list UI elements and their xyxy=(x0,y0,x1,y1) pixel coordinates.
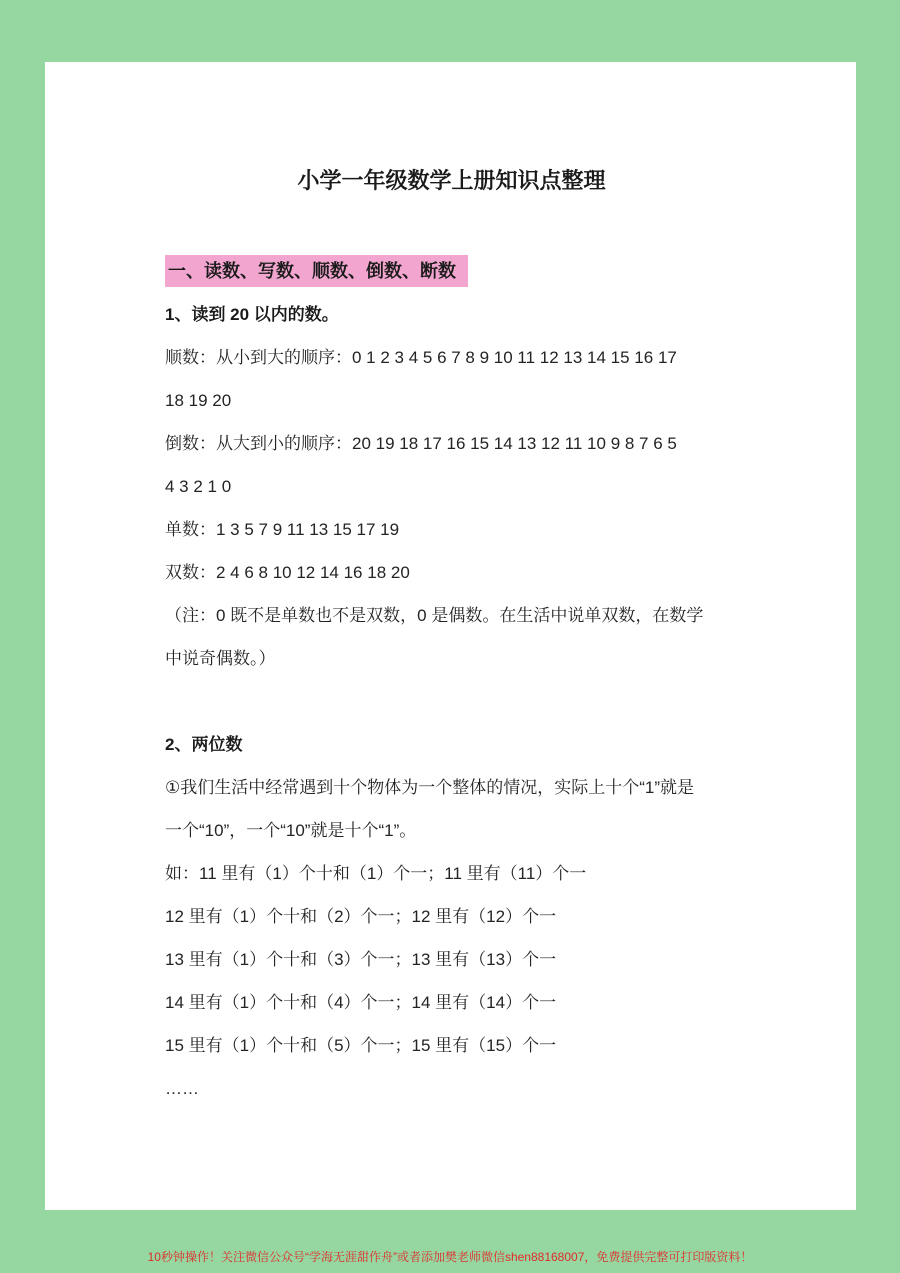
text-line-example-13: 13 里有（1）个十和（3）个一；13 里有（13）个一 xyxy=(165,950,557,969)
document-page xyxy=(45,62,856,1210)
text-line-daoshu: 倒数：从大到小的顺序：20 19 18 17 16 15 14 13 12 11 10 9 8 7 6 5 xyxy=(165,434,677,453)
text-line-shunshu: 顺数：从小到大的顺序：0 1 2 3 4 5 6 7 8 9 10 11 12 13 14 15 16 17 xyxy=(165,348,677,367)
text-line-shuangshu: 双数：2 4 6 8 10 12 14 16 18 20 xyxy=(165,563,410,582)
text-line-example-14: 14 里有（1）个十和（4）个一；14 里有（14）个一 xyxy=(165,993,557,1012)
text-line-ellipsis: …… xyxy=(165,1079,199,1098)
text-line-tens-intro-cont: 一个“10”，一个“10”就是十个“1”。 xyxy=(165,821,417,840)
text-line-example-11: 如：11 里有（1）个十和（1）个一；11 里有（11）个一 xyxy=(165,864,587,883)
section1-subtitle: 1、读到 20 以内的数。 xyxy=(165,305,339,324)
section1-header-row xyxy=(165,250,738,293)
text-line-danshu: 单数：1 3 5 7 9 11 13 15 17 19 xyxy=(165,520,400,539)
blank-line xyxy=(165,680,738,723)
page-title: 小学一年级数学上册知识点整理 xyxy=(297,168,606,193)
text-line-example-12: 12 里有（1）个十和（2）个一；12 里有（12）个一 xyxy=(165,907,557,926)
text-line-note: （注：0 既不是单数也不是双数，0 是偶数。在生活中说单双数，在数学 xyxy=(165,606,704,625)
text-line-example-15: 15 里有（1）个十和（5）个一；15 里有（15）个一 xyxy=(165,1036,557,1055)
text-line-daoshu-cont: 4 3 2 1 0 xyxy=(165,477,232,496)
text-line-tens-intro: ①我们生活中经常遇到十个物体为一个整体的情况，实际上十个“1”就是 xyxy=(165,778,695,797)
section1-header-highlight: 一、读数、写数、顺数、倒数、断数 xyxy=(165,255,468,287)
section2-subtitle: 2、两位数 xyxy=(165,735,243,754)
footer-promo-text: 10秒钟操作！关注微信公众号“学海无涯甜作舟”或者添加樊老师微信shen88168007，免费提供完整可打印版资料！ xyxy=(147,1250,753,1264)
text-line-note-cont: 中说奇偶数。） xyxy=(165,649,276,668)
text-line-shunshu-cont: 18 19 20 xyxy=(165,391,232,410)
